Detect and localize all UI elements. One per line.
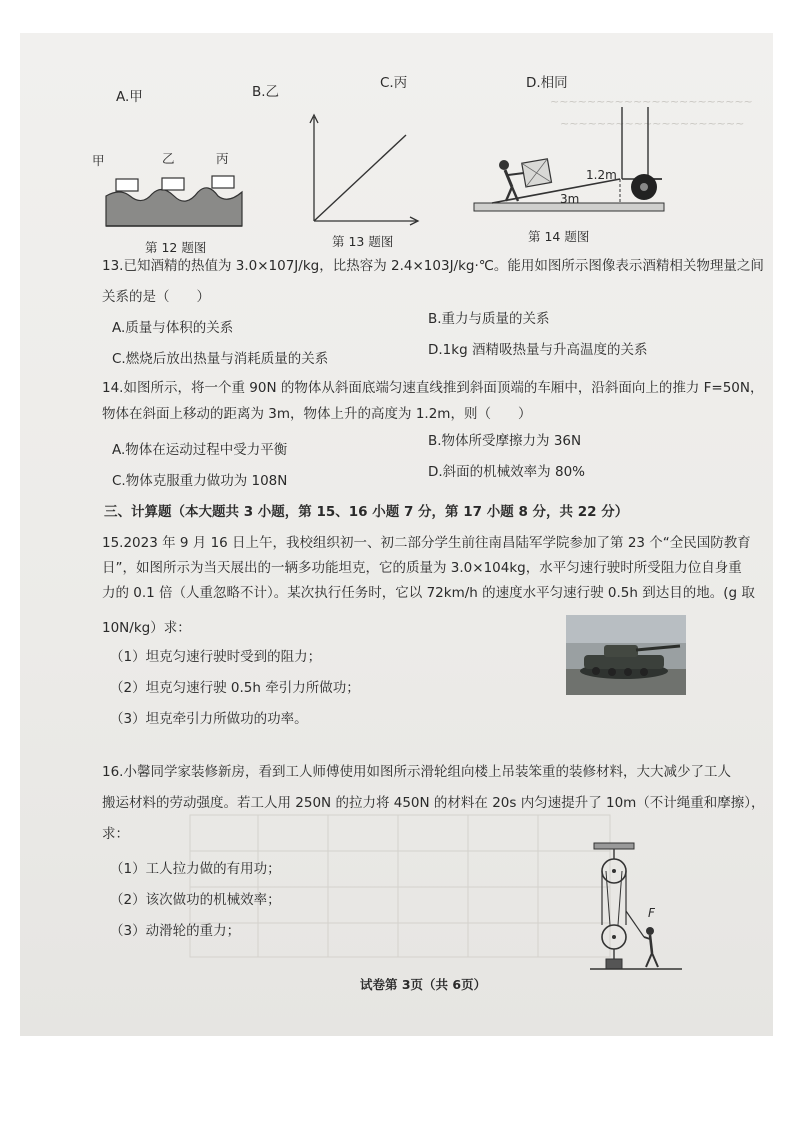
q14-stem-line1: 14.如图所示，将一个重 90N 的物体从斜面底端匀速直线推到斜面顶端的车厢中，沿斜面向上的推力 F=50N， (102, 380, 764, 396)
q15-item-1: （1）坦克匀速行驶时受到的阻力； (110, 649, 322, 665)
q16-stem-line3: 求： (102, 826, 129, 842)
q14-option-b: B.物体所受摩擦力为 36N (428, 433, 582, 449)
q15-stem-line2: 日”，如图所示为当天展出的一辆多功能坦克，它的质量为 3.0×104kg，水平匀速行驶时所受阻力位自身重 (102, 560, 742, 576)
bleed-through-table (188, 813, 618, 963)
tank-photo (566, 615, 686, 695)
bleed-through: ~~~~~~~~~~~~~~~~~~~~~~ (550, 95, 753, 108)
q16-item-1: （1）工人拉力做的有用功； (110, 861, 281, 877)
option-d: D.相同 (526, 75, 568, 91)
q13-stem-line2: 关系的是（ ） (102, 289, 210, 305)
force-label-f: F (648, 906, 655, 920)
q13-option-a: A.质量与体积的关系 (112, 320, 234, 336)
exam-page (20, 33, 773, 1036)
q16-stem-line1: 16.小馨同学家装修新房，看到工人师傅使用如图所示滑轮组向楼上吊装笨重的装修材料，大大减少了工人 (102, 764, 731, 780)
q15-item-3: （3）坦克牵引力所做功的功率。 (110, 711, 308, 727)
q15-item-2: （2）坦克匀速行驶 0.5h 牵引力所做功； (110, 680, 360, 696)
q13-option-d: D.1kg 酒精吸热量与升高温度的关系 (428, 342, 648, 358)
fig14-caption: 第 14 题图 (528, 229, 590, 244)
fig14-label-3m: 3m (560, 192, 580, 206)
q16-stem-line2: 搬运材料的劳动强度。若工人用 250N 的拉力将 450N 的材料在 20s 内匀速提升了 10m（不计绳重和摩擦）， (102, 795, 765, 811)
fig13-caption: 第 13 题图 (332, 234, 394, 249)
bleed-through: ~~~~~~~~~~~~~~~~~~~~ (560, 117, 745, 130)
section-heading-calculation: 三、计算题（本大题共 3 小题，第 15、16 小题 7 分，第 17 小题 8 分，共 22 分） (104, 504, 629, 520)
pulley-system-figure (586, 841, 686, 971)
q16-item-3: （3）动滑轮的重力； (110, 923, 241, 939)
option-b: B.乙 (252, 84, 280, 100)
q14-option-d: D.斜面的机械效率为 80% (428, 464, 585, 480)
q13-option-c: C.燃烧后放出热量与消耗质量的关系 (112, 351, 329, 367)
q15-stem-line1: 15.2023 年 9 月 16 日上午，我校组织初一、初二部分学生前往南昌陆军学院参加了第 23 个“全民国防教育 (102, 535, 751, 551)
fig12-label-yi: 乙 (162, 151, 175, 166)
fig12-label-bing: 丙 (216, 151, 229, 166)
q14-option-c: C.物体克服重力做功为 108N (112, 473, 288, 489)
q13-stem-line1: 13.已知酒精的热值为 3.0×107J/kg，比热容为 2.4×103J/kg·℃。能用如图所示图像表示酒精相关物理量之间 (102, 258, 764, 274)
q15-stem-line3: 力的 0.1 倍（人重忽略不计）。某次执行任务时，它以 72km/h 的速度水平匀速行驶 0.5h 到达目的地。(g 取 (102, 585, 755, 601)
q14-stem-line2: 物体在斜面上移动的距离为 3m，物体上升的高度为 1.2m，则（ ） (102, 406, 532, 422)
figure-13-graph (306, 113, 422, 227)
option-c: C.丙 (380, 75, 408, 91)
fig12-label-jia: 甲 (92, 153, 105, 168)
option-a: A.甲 (116, 89, 143, 105)
fig14-label-1-2m: 1.2m (586, 168, 617, 182)
fig12-caption: 第 12 题图 (145, 240, 207, 255)
q16-item-2: （2）该次做功的机械效率； (110, 892, 281, 908)
q14-option-a: A.物体在运动过程中受力平衡 (112, 442, 288, 458)
q13-option-b: B.重力与质量的关系 (428, 311, 550, 327)
q15-stem-line4: 10N/kg）求： (102, 620, 191, 636)
page-footer: 试卷第 3页（共 6页） (360, 977, 487, 992)
